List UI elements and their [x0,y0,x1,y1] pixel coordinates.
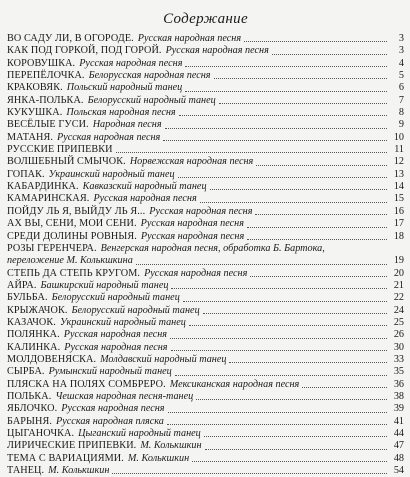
toc-entry-title: РУССКИЕ ПРИПЕВКИ [7,144,113,156]
toc-entry-page: 10 [393,131,404,143]
toc-entry-title: РОЗЫ ГЕРЕНЧЕРА. [7,242,97,254]
dot-leader [247,239,387,240]
toc-entry [7,132,404,144]
dot-leader [179,115,387,116]
dot-leader [183,301,387,302]
toc-entry-title: ЯНКА-ПОЛЬКА. [7,94,84,106]
toc-entry-page: 39 [393,403,404,415]
dot-leader [165,128,387,129]
toc-entry-page: 36 [393,378,404,390]
toc-entry [7,58,404,70]
toc-entry-page: 41 [393,415,404,427]
toc-entry [7,70,404,82]
toc-entry-page: 38 [393,390,404,402]
toc-entry-page: 13 [393,168,404,180]
toc-entry [7,329,404,341]
toc-entry-title: ПЛЯСКА НА ПОЛЯХ СОМБРЕРО. [7,378,166,390]
toc-entry-page: 25 [393,316,404,328]
toc-entry-description: Украинский народный танец [48,168,175,180]
toc-entry-page: 26 [393,329,404,341]
toc-entry-title: ЯБЛОЧКО. [7,403,58,415]
toc-entry-description: Народная песня [92,119,162,131]
toc-entry-description: Русская народная песня [93,193,197,205]
toc-entry-page: 3 [398,33,404,44]
dot-leader [163,140,387,141]
toc-entry-page: 24 [393,304,404,316]
dot-leader [229,362,387,363]
dot-leader [112,473,387,474]
toc-entry [7,144,404,156]
toc-entry-description: Польский народный танец [66,82,183,94]
toc-entry-title: ЦЫГАНОЧКА. [7,428,75,439]
toc-entry [7,231,404,243]
toc-entry-description: Русская народная песня [57,131,161,143]
toc-entry-description: Русская народная песня [63,329,168,341]
toc-entry-title: КАК ПОД ГОРКОЙ, ПОД ГОРОЙ. [7,45,162,57]
toc-entry [7,107,404,119]
dot-leader [192,461,387,462]
dot-leader [203,313,387,314]
toc-entry-title: СТЕПЬ ДА СТЕПЬ КРУГОМ. [7,267,141,279]
toc-entry-title: ВЕСЁЛЫЕ ГУСИ. [7,119,89,131]
toc-entry-description: Кавказский народный танец [82,181,207,193]
dot-leader [250,276,387,277]
toc-entry-title: ТЕМА С ВАРИАЦИЯМИ. [7,452,124,464]
toc-entry [7,169,404,181]
toc-entry-title: МОЛДОВЕНЯСКА. [7,353,97,365]
toc-entry-page: 33 [393,353,404,365]
toc-entry [7,465,404,477]
toc-entry-description: М. Колькшкин [140,440,202,452]
dot-leader [210,189,387,190]
dot-leader [196,399,387,400]
toc-entry-page: 17 [393,218,404,230]
toc-entry [7,119,404,131]
dot-leader [136,264,387,265]
toc-entry-page: 5 [398,70,404,82]
toc-entry-page: 35 [393,366,404,378]
toc-entry [7,453,404,465]
dot-leader [116,152,387,153]
toc-entry-page: 6 [398,82,404,94]
toc-entry-title: ЛИРИЧЕСКИЕ ПРИПЕВКИ. [7,440,137,452]
toc-entry-page: 3 [398,45,404,57]
toc-entry [7,440,404,452]
dot-leader [244,41,387,42]
toc-entry [7,342,404,354]
dot-leader [167,424,387,425]
toc-entry-page: 4 [398,57,404,69]
toc-entry [7,366,404,378]
toc-entry-description: Польская народная песня [66,107,176,119]
toc-entry-description: М. Колькшкин [127,452,190,464]
dot-leader [170,338,387,339]
toc-entry-description: Белорусский народный танец [87,94,216,106]
toc-entry-description: Башкирский народный танец [40,279,169,291]
toc-entry-description: Белорусская народная песня [88,70,211,82]
toc-entry [7,156,404,168]
dot-leader [214,78,387,79]
toc-entry-title: ТАНЕЦ. [7,465,45,477]
toc-entry-title: БУЛЬБА. [7,292,48,304]
toc-entry-title: ПОЛЬКА. [7,390,52,402]
toc-entry-title: КРЫЖАЧОК. [7,304,68,316]
toc-entry-page: 14 [393,181,404,193]
dot-leader [205,449,387,450]
toc-entry-description: Русская народная песня [79,57,183,69]
dot-leader [175,375,387,376]
toc-entry-description: Молдавский народный танец [100,353,227,365]
toc-entry-page: 18 [393,230,404,242]
dot-leader [302,387,387,388]
toc-entry-description: М. Колькшкин [48,465,110,477]
toc-entry-title: БАРЫНЯ. [7,415,53,427]
table-of-contents [7,33,404,477]
toc-entry [7,218,404,230]
toc-entry-title: МАТАНЯ. [7,131,53,143]
toc-entry-page: 7 [398,94,404,106]
toc-entry-page: 30 [393,341,404,353]
toc-entry-description: Русская народная песня [165,45,269,57]
toc-entry [7,391,404,403]
toc-entry-page: 19 [393,255,404,267]
toc-entry-page: 8 [398,107,404,119]
toc-entry-title: КАЛИНКА. [7,341,61,353]
toc-entry-description: Русская народная песня [144,267,248,279]
toc-entry-description: Русская народная песня [61,403,165,415]
dot-leader [256,165,387,166]
toc-entry [7,193,404,205]
dot-leader [200,202,387,203]
toc-entry-title: АЙРА. [7,279,37,291]
toc-entry-title: СРЕДИ ДОЛИНЫ РОВНЫЯ. [7,230,137,242]
dot-leader [171,350,387,351]
toc-entry-title: КРАКОВЯК. [7,82,63,94]
toc-entry [7,33,404,45]
toc-entry-page: 12 [393,156,404,168]
toc-entry-description: Русская народная песня [149,205,253,217]
toc-entry-description: Русская народная пляска [56,415,164,427]
toc-entry-description: Русская народная песня [140,218,244,230]
toc-entry-description: Цыганский народный танец [78,428,201,439]
toc-entry-page: 48 [393,452,404,464]
toc-entry-description-continued: переложение М. Колькшкина [7,255,133,267]
toc-entry-description: Норвежская народная песня [129,156,254,168]
toc-entry-description: Русская народная песня [137,33,242,44]
dot-leader [178,177,387,178]
toc-entry-page: 21 [393,279,404,291]
dot-leader [219,103,387,104]
toc-entry-title: СЫРБА. [7,366,45,378]
toc-entry-description: Русская народная песня [140,230,245,242]
toc-entry-title: АХ ВЫ, СЕНИ, МОИ СЕНИ. [7,218,137,230]
toc-entry [7,45,404,57]
toc-entry-title: КАБАРДИНКА. [7,181,79,193]
toc-entry-page: 44 [393,428,404,439]
dot-leader [247,227,387,228]
toc-entry [7,317,404,329]
toc-entry [7,416,404,428]
toc-entry-title: ВО САДУ ЛИ, В ОГОРОДЕ. [7,33,134,44]
dot-leader [255,214,387,215]
toc-entry [7,280,404,292]
toc-entry-page: 11 [394,144,404,156]
toc-entry-title: ГОПАК. [7,168,45,180]
toc-entry [7,292,404,304]
toc-entry [7,354,404,366]
dot-leader [272,54,387,55]
toc-entry-page: 9 [398,119,404,131]
toc-entry [7,82,404,94]
dot-leader [204,436,387,437]
toc-entry-title: ПОЙДУ ЛЬ Я, ВЫЙДУ ЛЬ Я... [7,205,146,217]
toc-entry-page: 15 [393,193,404,205]
toc-entry [7,206,404,218]
toc-entry-title: ВОЛШЕБНЫЙ СМЫЧОК. [7,156,126,168]
dot-leader [171,288,387,289]
toc-entry-title: ПОЛЯНКА. [7,329,60,341]
toc-entry [7,181,404,193]
page-title: Содержание [163,11,248,27]
toc-entry [7,95,404,107]
toc-entry-title: КУКУШКА. [7,107,63,119]
toc-entry-page: 22 [393,292,404,304]
toc-entry [7,243,404,268]
toc-entry-description: Украинский народный танец [59,316,186,328]
dot-leader [189,325,387,326]
toc-entry-title: КОРОВУШКА. [7,57,76,69]
toc-entry-page: 20 [393,267,404,279]
toc-entry [7,403,404,415]
toc-entry-description: Белорусский народный танец [51,292,180,304]
toc-entry-title: КАМАРИНСКАЯ. [7,193,90,205]
toc-entry-title: КАЗАЧОК. [7,316,56,328]
toc-entry [7,379,404,391]
dot-leader [185,91,387,92]
toc-entry [7,428,404,440]
toc-entry-description: Русская народная песня [64,341,168,353]
toc-entry-page: 16 [393,205,404,217]
toc-entry-description: Чешская народная песня-танец [55,390,194,402]
toc-entry-page: 47 [393,440,404,452]
toc-entry-page: 54 [393,465,404,477]
toc-entry [7,305,404,317]
toc-entry-description: Румынский народный танец [48,366,172,378]
toc-entry-title: ПЕРЕПЁЛОЧКА. [7,70,85,82]
toc-entry [7,268,404,280]
toc-entry-description: Мексиканская народная песня [169,378,300,390]
toc-entry-description: Белорусский народный танец [71,304,200,316]
toc-entry-description: Венгерская народная песня, обработка Б. Бартока, [100,242,325,254]
dot-leader [185,66,387,67]
